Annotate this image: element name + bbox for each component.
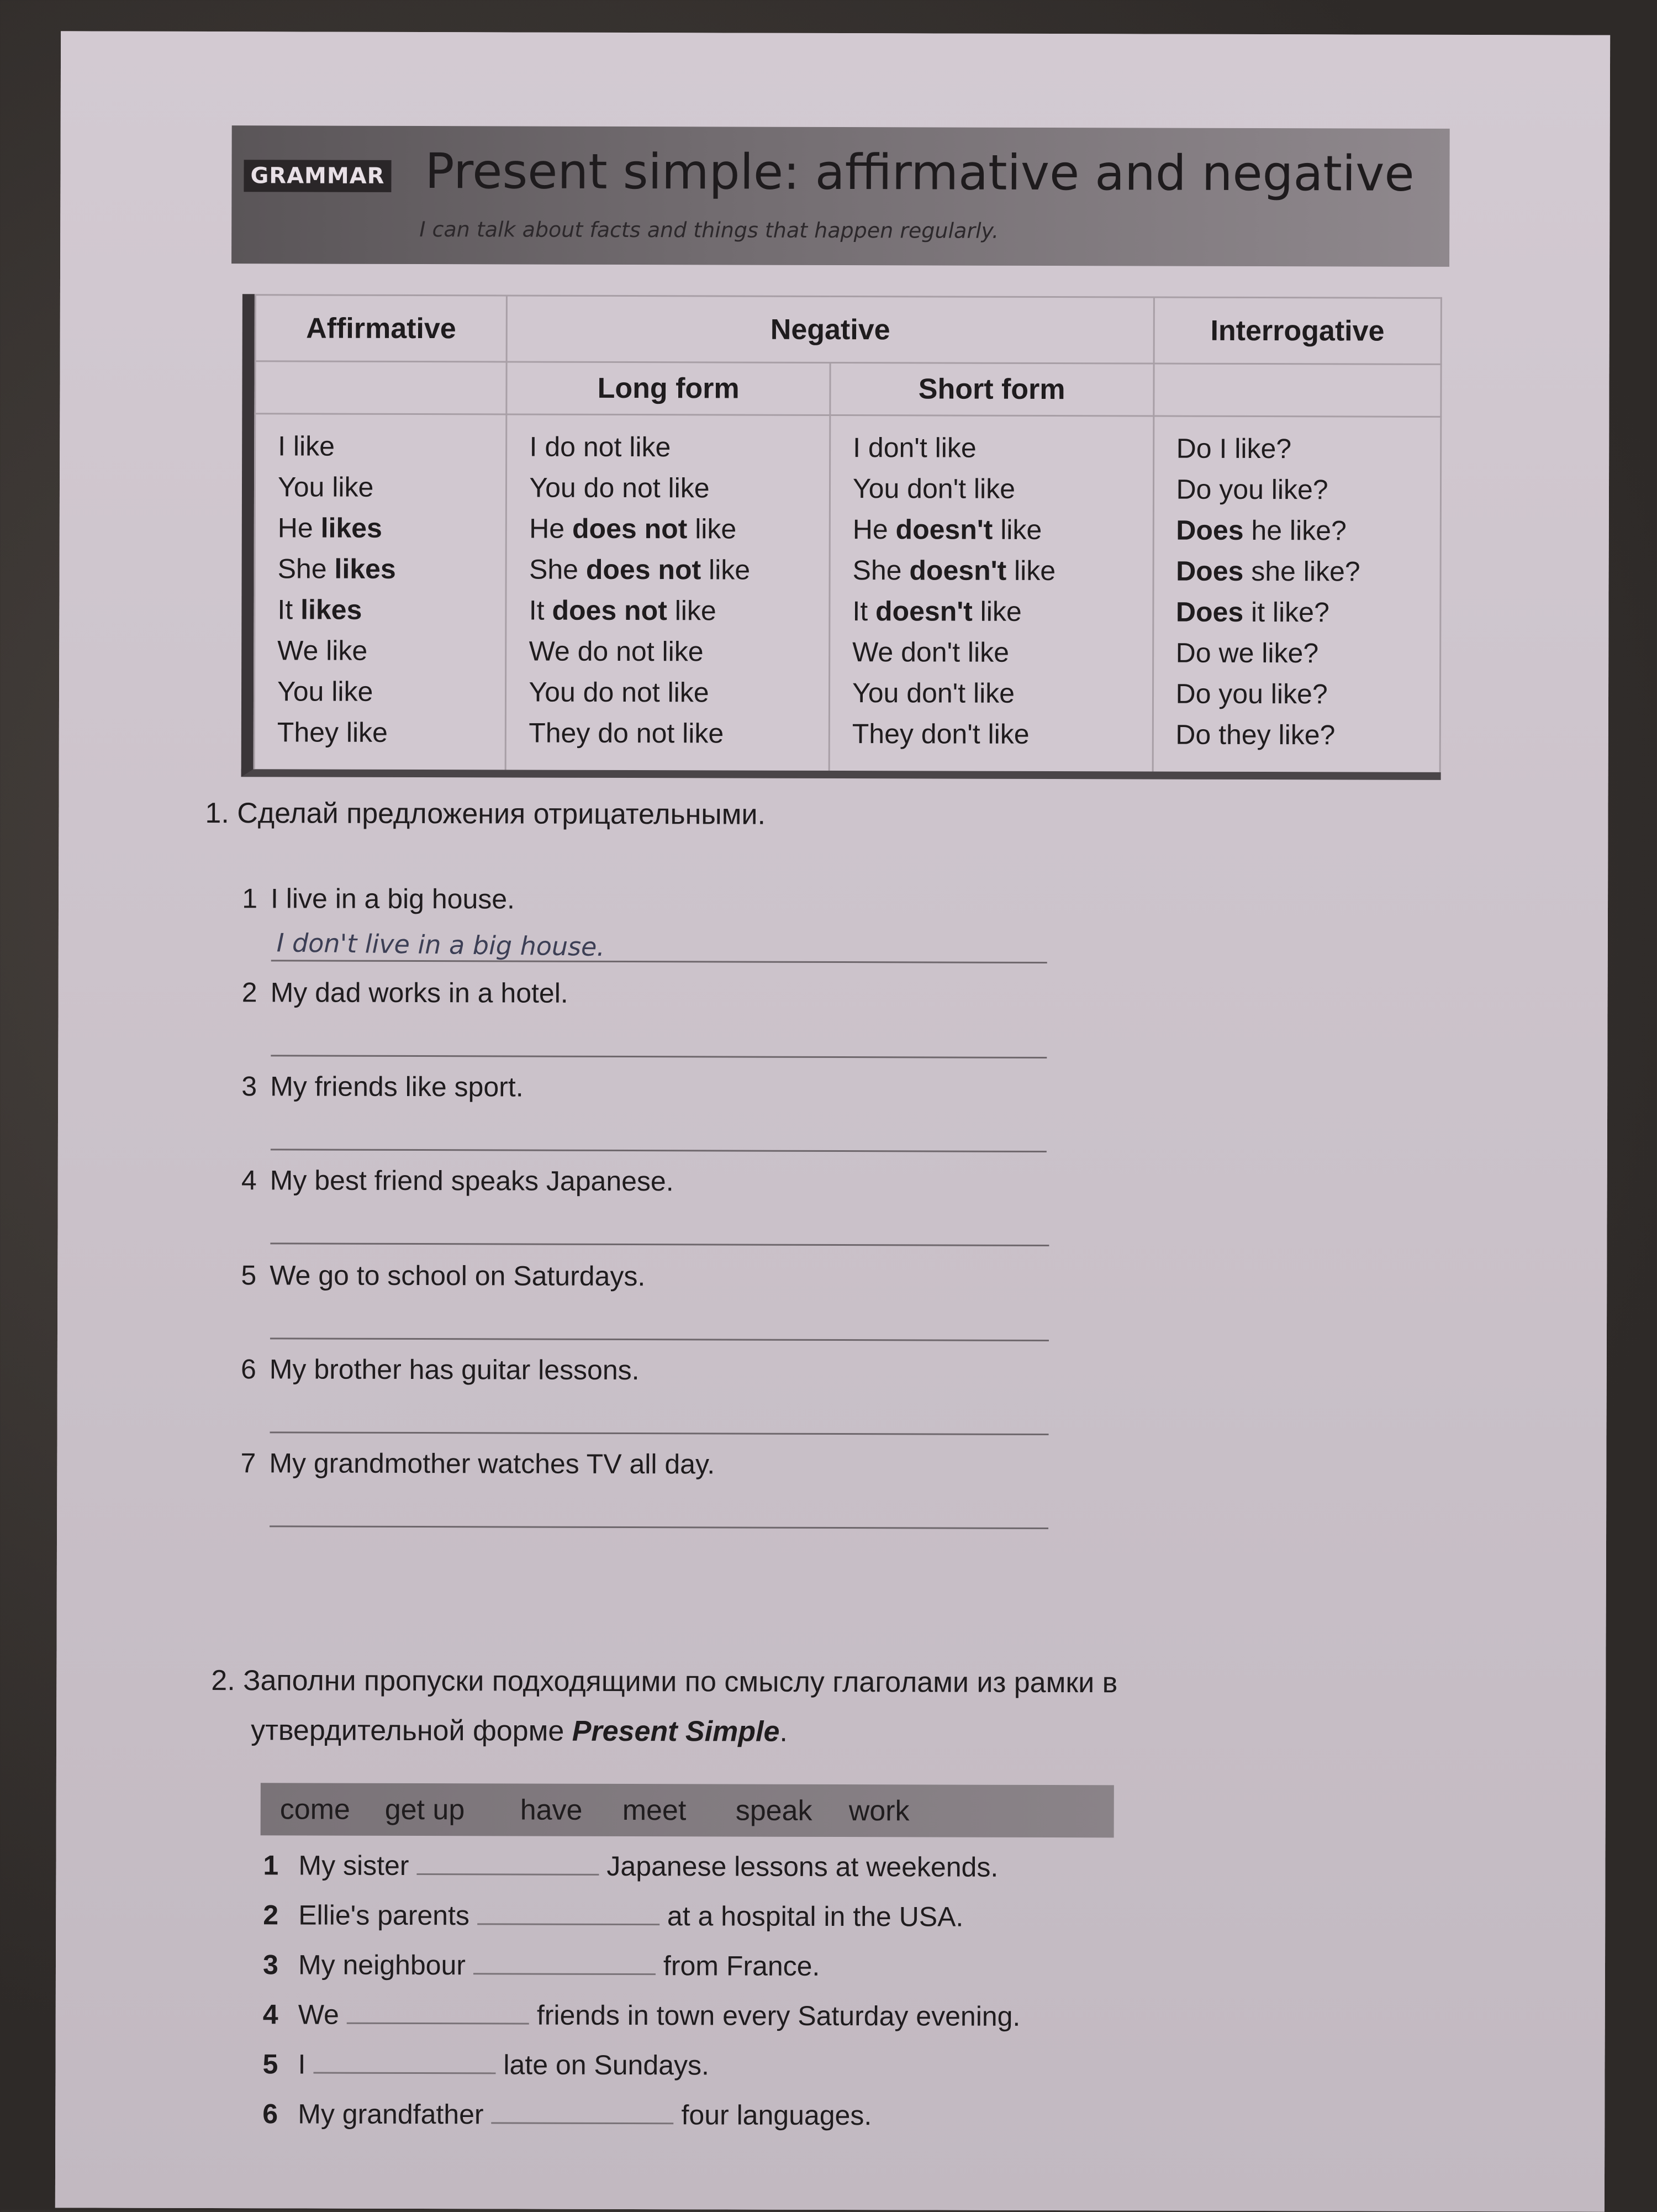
- fill-blank[interactable]: [473, 1952, 656, 1975]
- verb-word: have: [520, 1794, 583, 1826]
- header-negative: Negative: [507, 296, 1154, 364]
- table-cell: Do you like?: [1175, 678, 1328, 710]
- exercise1-item: 1 I live in a big house.: [242, 883, 515, 915]
- verb-word: meet: [622, 1794, 687, 1827]
- exercise2-title-line1: 2. Заполни пропуски подходящими по смыслу глаголами из рамки в: [211, 1665, 1118, 1699]
- table-cell: Do you like?: [1176, 473, 1328, 505]
- column-affirmative: [254, 414, 506, 770]
- table-cell: We like: [277, 635, 368, 666]
- answer-line-3[interactable]: [271, 1149, 1047, 1152]
- page-subtitle: I can talk about facts and things that happen regularly.: [419, 217, 999, 243]
- table-cell: Does he like?: [1176, 514, 1347, 546]
- verb-word: get up: [384, 1793, 465, 1826]
- table-cell: You like: [277, 676, 373, 707]
- answer-line-2[interactable]: [271, 1055, 1047, 1058]
- header-empty: [1153, 364, 1441, 417]
- exercise2-item: 1 My sister Japanese lessons at weekends.: [263, 1850, 999, 1883]
- table-cell: He does not like: [529, 513, 737, 545]
- table-cell: They don't like: [852, 718, 1030, 750]
- exercise2-item: 3 My neighbour from France.: [262, 1949, 820, 1982]
- exercise2-item: 5 I late on Sundays.: [262, 2048, 710, 2081]
- verb-box: [261, 1783, 1114, 1837]
- table-cell: It likes: [277, 594, 362, 625]
- exercise1-item: 6 My brother has guitar lessons.: [240, 1353, 640, 1386]
- table-cell: You like: [277, 471, 374, 503]
- exercise2-item: 2 Ellie's parents at a hospital in the USA.: [263, 1899, 964, 1932]
- exercise2-item: 6 My grandfather four languages.: [262, 2098, 872, 2131]
- header-short-form: Short form: [830, 362, 1154, 416]
- exercise1-item: 4 My best friend speaks Japanese.: [241, 1165, 674, 1197]
- table-cell: Do we like?: [1175, 637, 1319, 669]
- table-cell: He likes: [277, 512, 382, 544]
- exercise2-title-line2: утвердительной форме Present Simple.: [251, 1714, 788, 1748]
- table-cell: It does not like: [529, 594, 716, 626]
- exercise1-title: 1. Сделай предложения отрицательными.: [205, 797, 766, 831]
- exercise2-title: [211, 1656, 1426, 1758]
- grammar-badge: GRAMMAR: [244, 160, 391, 192]
- table-cell: It doesn't like: [852, 596, 1022, 627]
- table-cell: They like: [277, 717, 388, 748]
- answer-line-7[interactable]: [270, 1525, 1048, 1529]
- table-cell: You do not like: [529, 676, 709, 708]
- fill-blank[interactable]: [416, 1852, 599, 1876]
- page-title: Present simple: affirmative and negative: [425, 143, 1415, 202]
- table-cell: You don't like: [852, 677, 1015, 709]
- grammar-table: [241, 294, 1442, 780]
- exercise1-item: 7 My grandmother watches TV all day.: [240, 1447, 715, 1480]
- exercise1-item: 5 We go to school on Saturdays.: [241, 1260, 646, 1292]
- fill-blank[interactable]: [477, 1902, 659, 1925]
- answer-line-6[interactable]: [270, 1431, 1049, 1435]
- verb-word: work: [848, 1795, 910, 1827]
- column-long-form: [506, 414, 830, 771]
- table-cell: We don't like: [852, 636, 1010, 668]
- header-affirmative: Affirmative: [255, 295, 507, 362]
- verb-word: come: [279, 1793, 350, 1826]
- worksheet-paper: [55, 31, 1610, 2211]
- answer-line-5[interactable]: [270, 1337, 1049, 1341]
- table-cell: You don't like: [852, 473, 1016, 504]
- header-empty: [255, 361, 507, 414]
- table-cell: Does she like?: [1176, 555, 1360, 587]
- table-cell: I like: [278, 430, 335, 462]
- fill-blank[interactable]: [347, 2002, 529, 2025]
- table-cell: She doesn't like: [852, 555, 1056, 587]
- table-cell: Does it like?: [1175, 596, 1329, 628]
- table-cell: He doesn't like: [852, 514, 1042, 545]
- table-cell: We do not like: [529, 635, 704, 667]
- handwritten-answer: I don't live in a big house.: [276, 928, 605, 962]
- column-interrogative: [1153, 416, 1441, 772]
- answer-line-1[interactable]: [271, 960, 1047, 963]
- exercise1-item: 3 My friends like sport.: [241, 1071, 524, 1103]
- exercise1-item: 2 My dad works in a hotel.: [241, 977, 568, 1009]
- table-cell: Do I like?: [1176, 433, 1292, 465]
- table-cell: You do not like: [529, 472, 710, 504]
- table-cell: I do not like: [529, 431, 671, 463]
- table-cell: She likes: [277, 553, 396, 584]
- header-long-form: Long form: [506, 362, 830, 415]
- header-interrogative: Interrogative: [1154, 297, 1442, 364]
- fill-blank[interactable]: [492, 2101, 674, 2124]
- column-short-form: [829, 415, 1153, 771]
- grammar-banner: [231, 125, 1450, 267]
- verb-word: speak: [735, 1794, 812, 1827]
- table-cell: She does not like: [529, 554, 751, 586]
- table-cell: They do not like: [529, 717, 724, 749]
- exercise2-item: 4 We friends in town every Saturday evening.: [262, 1999, 1021, 2032]
- table-cell: I don't like: [853, 432, 977, 464]
- fill-blank[interactable]: [313, 2051, 495, 2074]
- answer-line-4[interactable]: [270, 1242, 1049, 1246]
- table-cell: Do they like?: [1175, 719, 1336, 751]
